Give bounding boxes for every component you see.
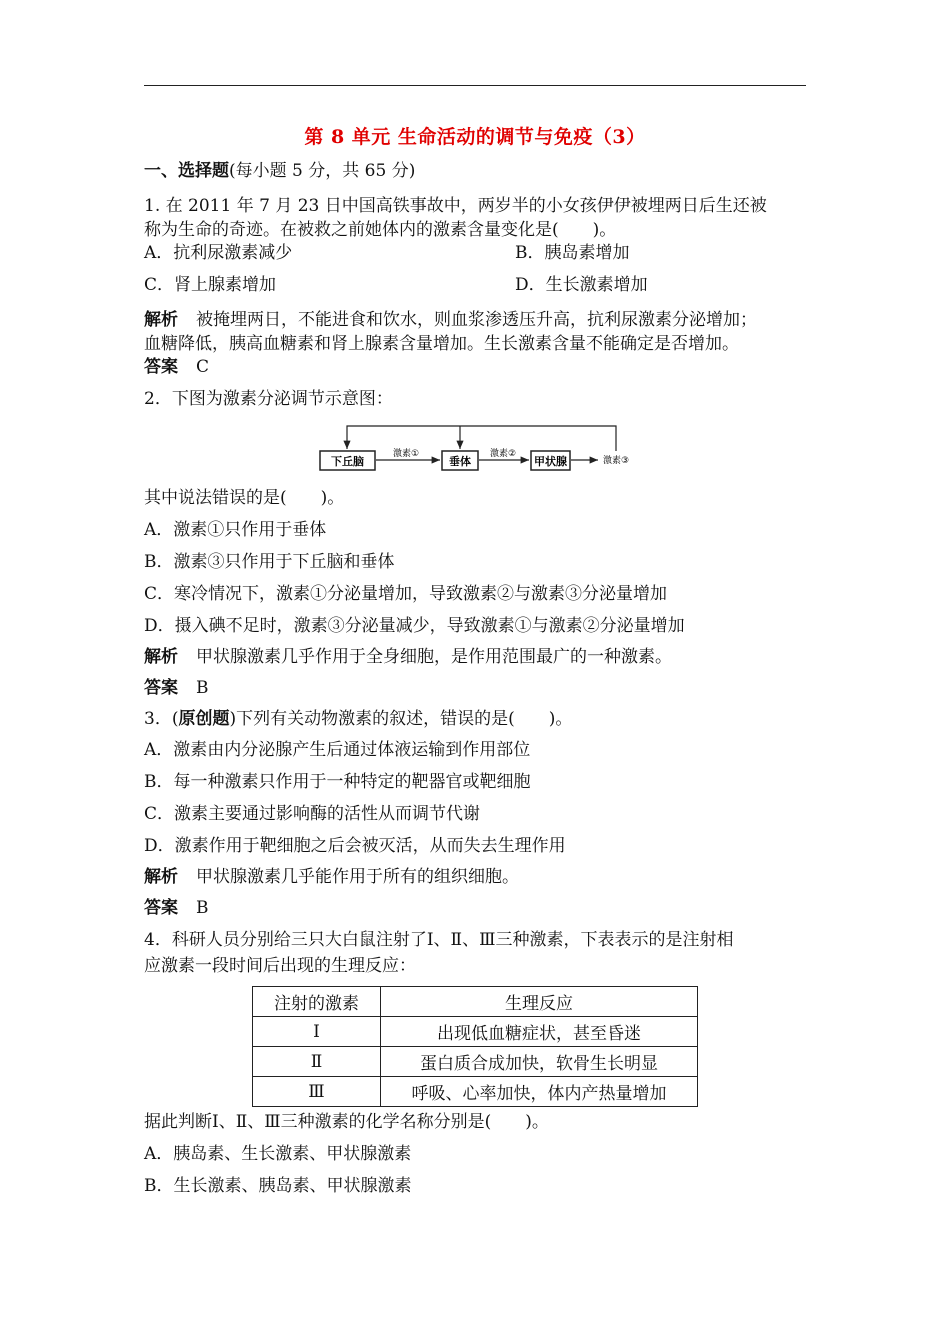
table-header-response: 生理反应 — [381, 987, 698, 1017]
q4-option-a: A．胰岛素、生长激素、甲状腺激素 — [144, 1144, 412, 1164]
q2-option-d: D．摄入碘不足时，激素③分泌量减少，导致激素①与激素②分泌量增加 — [144, 616, 685, 636]
q3-tag: 原创题 — [178, 709, 230, 729]
q1-option-c: C．肾上腺素增加 — [144, 275, 277, 295]
q4-question: 据此判断Ⅰ、Ⅱ、Ⅲ三种激素的化学名称分别是( )。 — [144, 1112, 549, 1132]
q1-analysis-line2: 血糖降低，胰高血糖素和肾上腺素含量增加。生长激素含量不能确定是否增加。 — [144, 334, 739, 354]
table-row — [253, 1017, 698, 1047]
q3-analysis-text: 甲状腺激素几乎能作用于所有的组织细胞。 — [196, 867, 519, 887]
table-header-hormone: 注射的激素 — [253, 987, 381, 1017]
table-cell-response: 蛋白质合成加快，软骨生长明显 — [381, 1047, 698, 1077]
q1-option-d: D．生长激素增加 — [515, 275, 648, 295]
thyroid-label: 甲状腺 — [534, 455, 567, 468]
section-label: 一、选择题 — [144, 161, 229, 181]
q2-analysis-text: 甲状腺激素几乎作用于全身细胞，是作用范围最广的一种激素。 — [196, 647, 672, 667]
table-row — [253, 1047, 698, 1077]
q4-stem-line1: 4．科研人员分别给三只大白鼠注射了Ⅰ、Ⅱ、Ⅲ三种激素，下表表示的是注射相 — [144, 930, 734, 950]
q4-option-b: B．生长激素、胰岛素、甲状腺激素 — [144, 1176, 412, 1196]
q1-answer-label: 答案 — [144, 357, 178, 377]
q3-answer-value: B — [196, 898, 209, 918]
q3-option-a: A．激素由内分泌腺产生后通过体液运输到作用部位 — [144, 740, 531, 760]
pituitary-label: 垂体 — [449, 455, 471, 468]
q3-num: 3．( — [144, 709, 179, 729]
hormone1-label: 激素① — [392, 449, 420, 459]
table-cell-hormone: Ⅰ — [253, 1017, 381, 1047]
section-heading — [144, 160, 415, 182]
q2-answer — [144, 677, 209, 699]
q2-stem: 2．下图为激素分泌调节示意图： — [144, 389, 393, 409]
q3-analysis-label: 解析 — [144, 867, 178, 887]
q4-stem-line2: 应激素一段时间后出现的生理反应： — [144, 956, 416, 976]
q2-question: 其中说法错误的是( )。 — [144, 488, 345, 508]
hormone-regulation-diagram — [318, 423, 638, 473]
q2-option-b: B．激素③只作用于下丘脑和垂体 — [144, 552, 395, 572]
q1-analysis-line1 — [144, 309, 757, 331]
q3-answer-label: 答案 — [144, 898, 178, 918]
q1-stem-line2: 称为生命的奇迹。在被救之前她体内的激素含量变化是( )。 — [144, 220, 617, 240]
table-cell-hormone: Ⅲ — [253, 1077, 381, 1107]
table-cell-hormone: Ⅱ — [253, 1047, 381, 1077]
q3-option-c: C．激素主要通过影响酶的活性从而调节代谢 — [144, 804, 481, 824]
q2-option-c: C．寒冷情况下，激素①分泌量增加，导致激素②与激素③分泌量增加 — [144, 584, 668, 604]
q1-option-b: B．胰岛素增加 — [515, 243, 630, 263]
hypothalamus-label: 下丘脑 — [331, 455, 364, 468]
page-title: 第 8 单元 生命活动的调节与免疫（3） — [304, 126, 646, 148]
q2-answer-label: 答案 — [144, 678, 178, 698]
q1-analysis-label: 解析 — [144, 310, 178, 330]
q1-stem-line1: 1. 在 2011 年 7 月 23 日中国高铁事故中，两岁半的小女孩伊伊被埋两日后生还被 — [144, 196, 767, 216]
q3-option-d: D．激素作用于靶细胞之后会被灭活，从而失去生理作用 — [144, 836, 566, 856]
table-header-row — [253, 987, 698, 1017]
q1-analysis-text1: 被掩埋两日，不能进食和饮水，则血浆渗透压升高，抗利尿激素分泌增加； — [196, 310, 757, 330]
q2-analysis — [144, 646, 672, 668]
hormone3-label: 激素③ — [602, 456, 630, 466]
q2-option-a: A．激素①只作用于垂体 — [144, 520, 327, 540]
table-cell-response: 出现低血糖症状，甚至昏迷 — [381, 1017, 698, 1047]
q1-answer — [144, 356, 209, 378]
section-note: (每小题 5 分，共 65 分) — [229, 161, 416, 181]
q3-option-b: B．每一种激素只作用于一种特定的靶器官或靶细胞 — [144, 772, 531, 792]
q1-answer-value: C — [196, 357, 210, 377]
hormone-response-table — [252, 986, 698, 1107]
table-cell-response: 呼吸、心率加快，体内产热量增加 — [381, 1077, 698, 1107]
table-row — [253, 1077, 698, 1107]
diagram-svg — [318, 423, 638, 473]
q3-answer — [144, 897, 209, 919]
q2-answer-value: B — [196, 678, 209, 698]
q3-stem-text: )下列有关动物激素的叙述，错误的是( )。 — [229, 709, 573, 729]
hormone2-label: 激素② — [489, 449, 517, 459]
feedback-to-hypothalamus — [347, 426, 616, 451]
q1-option-a: A．抗利尿激素减少 — [144, 243, 293, 263]
q3-stem — [144, 708, 572, 730]
q2-analysis-label: 解析 — [144, 647, 178, 667]
header-rule — [144, 85, 806, 86]
q3-analysis — [144, 866, 519, 888]
